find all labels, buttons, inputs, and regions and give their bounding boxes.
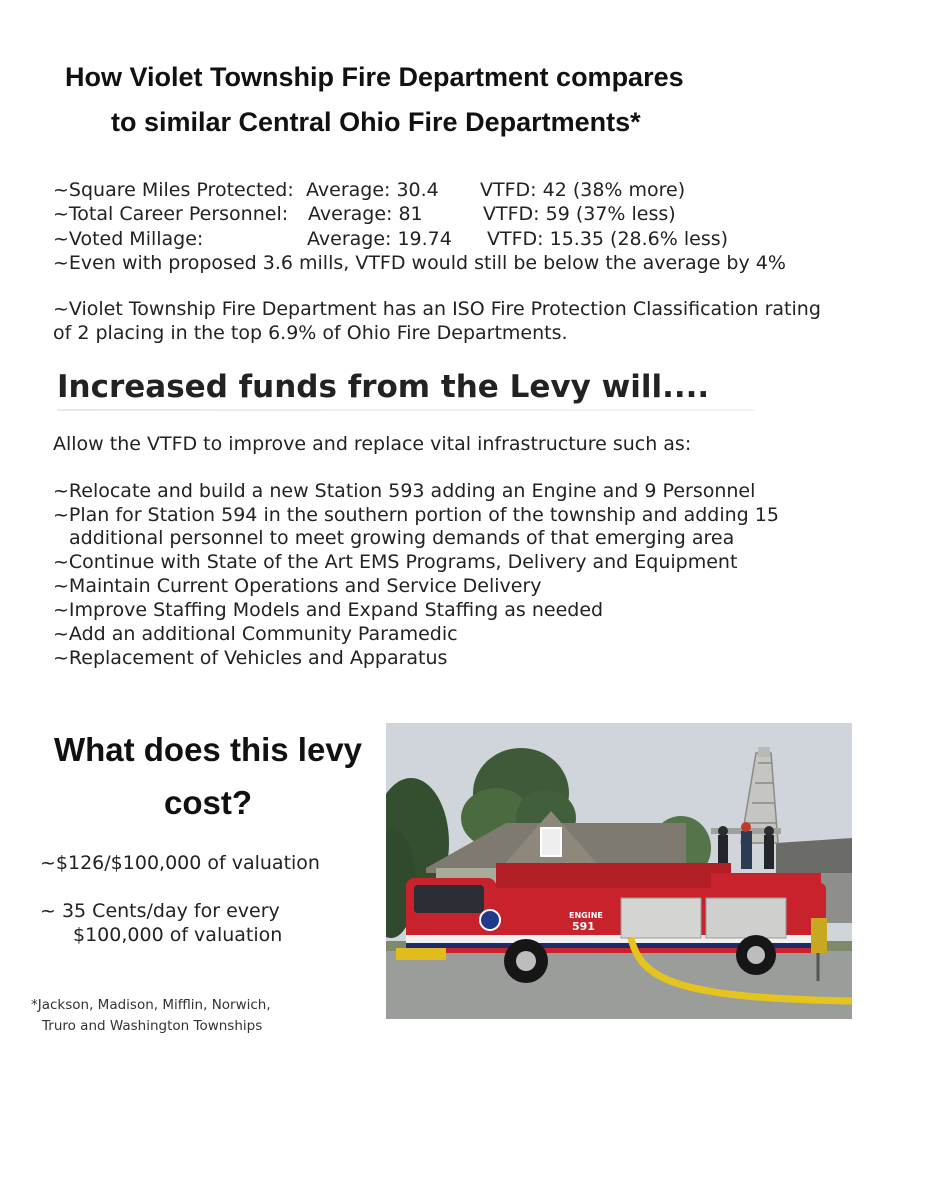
levy-item-continuation: additional personnel to meet growing demands of that emerging area [69, 527, 735, 549]
stat-personnel-average: Average: 81 [308, 203, 423, 225]
engine-number: 591 [572, 920, 595, 933]
levy-item: ~Plan for Station 594 in the southern portion of the township and adding 15 [53, 504, 779, 526]
levy-item: ~Replacement of Vehicles and Apparatus [53, 647, 448, 669]
levy-heading-rule [57, 409, 755, 411]
footnote-line-2: Truro and Washington Townships [42, 1018, 263, 1034]
road [386, 948, 852, 1019]
stat-millage-label: ~Voted Millage: [53, 228, 204, 250]
page-title-line-1: How Violet Township Fire Department compares [65, 62, 684, 92]
cost-per-day-line-2: $100,000 of valuation [73, 924, 283, 946]
cost-per-valuation: ~$126/$100,000 of valuation [40, 852, 320, 874]
stat-square-miles-average: Average: 30.4 [306, 179, 439, 201]
millage-note: ~Even with proposed 3.6 mills, VTFD would still be below the average by 4% [53, 252, 786, 274]
fire-engine-photo [386, 723, 852, 1019]
cost-heading-line-1: What does this levy [53, 731, 363, 768]
cost-heading-line-2: cost? [163, 784, 252, 821]
stat-square-miles-vtfd: VTFD: 42 (38% more) [480, 179, 686, 201]
stat-square-miles-label: ~Square Miles Protected: [53, 179, 294, 201]
levy-item: ~Improve Staffing Models and Expand Staffing as needed [53, 599, 604, 621]
footnote-line-1: *Jackson, Madison, Mifflin, Norwich, [31, 997, 271, 1013]
levy-item: ~Add an additional Community Paramedic [53, 623, 458, 645]
stat-millage-average: Average: 19.74 [307, 228, 452, 250]
stat-personnel-vtfd: VTFD: 59 (37% less) [483, 203, 676, 225]
levy-intro: Allow the VTFD to improve and replace vital infrastructure such as: [53, 433, 692, 455]
page-title-line-2: to similar Central Ohio Fire Departments* [111, 107, 641, 137]
firefighters-icon [718, 822, 774, 869]
levy-item: ~Continue with State of the Art EMS Programs, Delivery and Equipment [53, 551, 738, 573]
levy-item: ~Maintain Current Operations and Service Delivery [53, 575, 542, 597]
stat-millage-vtfd: VTFD: 15.35 (28.6% less) [487, 228, 729, 250]
iso-rating-line-2: of 2 placing in the top 6.9% of Ohio Fire Departments. [53, 322, 568, 344]
iso-rating-line-1: ~Violet Township Fire Department has an ISO Fire Protection Classification rating [53, 298, 821, 320]
levy-heading: Increased funds from the Levy will.... [57, 369, 710, 405]
stat-personnel-label: ~Total Career Personnel: [53, 203, 289, 225]
engine-label: ENGINE [569, 911, 603, 920]
levy-item: ~Relocate and build a new Station 593 adding an Engine and 9 Personnel [53, 480, 756, 502]
cost-per-day-line-1: ~ 35 Cents/day for every [40, 900, 280, 922]
